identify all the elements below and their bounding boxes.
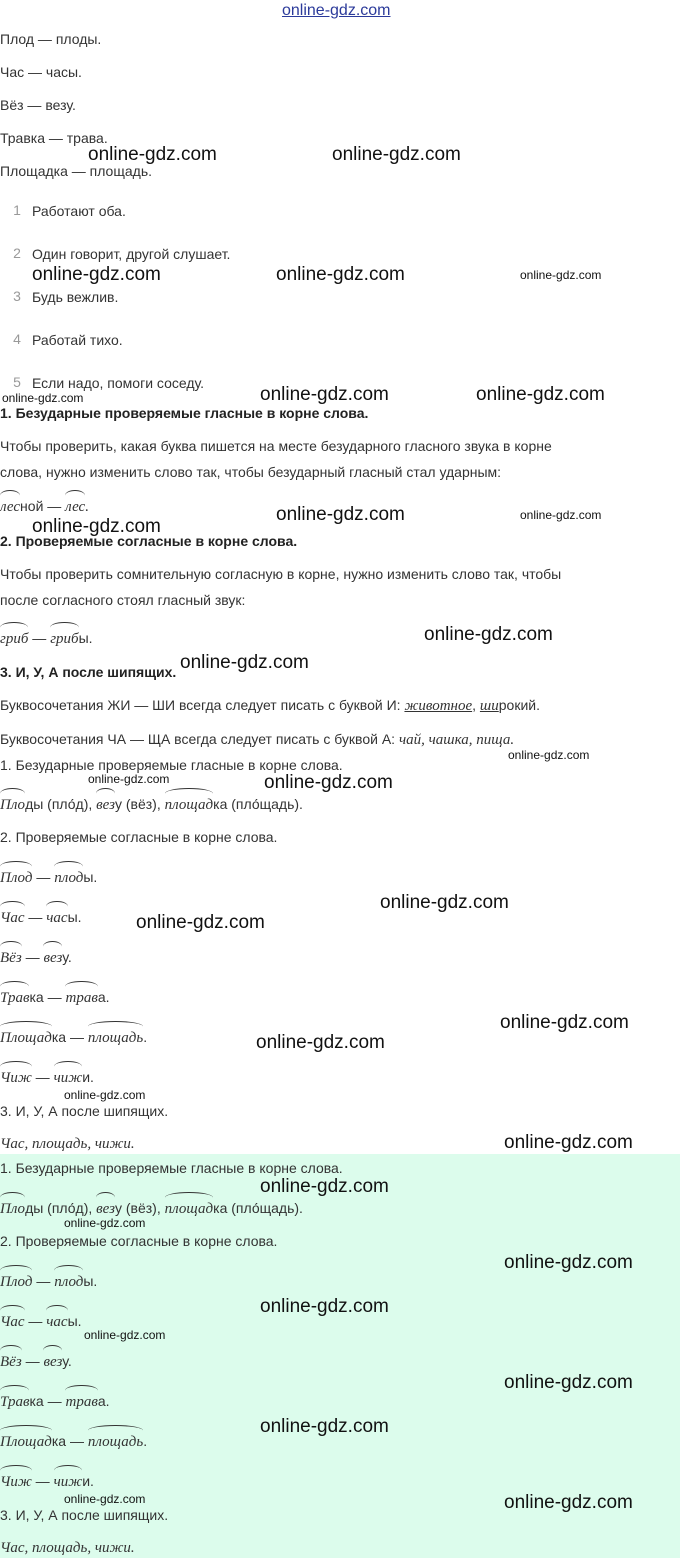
watermark-text: online-gdz.com bbox=[260, 384, 389, 405]
rule-text: после согласного стоял гласный звук: bbox=[0, 592, 246, 608]
answer-row: Площадка — площадь. bbox=[0, 1028, 147, 1047]
answer-heading-1: 1. Безударные проверяемые гласные в корне слова. bbox=[0, 757, 343, 773]
pair-line: Вёз — везу. bbox=[0, 97, 76, 113]
rule-text: Буквосочетания ЖИ — ШИ всегда следует писать с буквой И: животное, широкий. bbox=[0, 697, 540, 714]
answer-heading-3: 3. И, У, А после шипящих. bbox=[0, 1507, 169, 1523]
answer-row: Вёз — везу. bbox=[0, 948, 72, 967]
watermark-text: online-gdz.com bbox=[500, 1012, 629, 1033]
watermark-text: online-gdz.com bbox=[180, 652, 309, 673]
example-line: лесной — лес. bbox=[0, 497, 89, 516]
rule-heading-3: 3. И, У, А после шипящих. bbox=[0, 664, 177, 680]
watermark-text: online-gdz.com bbox=[504, 1492, 633, 1513]
answer-heading-1: 1. Безударные проверяемые гласные в корне слова. bbox=[0, 1160, 343, 1176]
watermark-text: online-gdz.com bbox=[504, 1252, 633, 1273]
root-mark: лес bbox=[0, 498, 20, 516]
list-number: 4 bbox=[13, 331, 21, 347]
watermark-text: online-gdz.com bbox=[64, 1492, 146, 1506]
pair-line: Площадка — площадь. bbox=[0, 163, 152, 179]
answer-row: Травка — трава. bbox=[0, 1392, 110, 1411]
pair-line: Час — часы. bbox=[0, 64, 82, 80]
watermark-text: online-gdz.com bbox=[504, 1372, 633, 1393]
watermark-text: online-gdz.com bbox=[520, 508, 602, 522]
answer-row: Плод — плоды. bbox=[0, 868, 97, 887]
root-mark: гриб bbox=[50, 630, 78, 648]
answer-row: Травка — трава. bbox=[0, 988, 110, 1007]
watermark-text: online-gdz.com bbox=[504, 1132, 633, 1153]
answer-heading-2: 2. Проверяемые согласные в корне слова. bbox=[0, 1233, 278, 1249]
watermark-text: online-gdz.com bbox=[32, 264, 161, 285]
answer-row: Чиж — чижи. bbox=[0, 1068, 94, 1087]
answer-row: Чиж — чижи. bbox=[0, 1472, 94, 1491]
answer-line: Плоды (пло́д), везу (вёз), площадка (пло́щадь). bbox=[0, 1199, 303, 1218]
watermark-text: online-gdz.com bbox=[424, 624, 553, 645]
rule-text: Чтобы проверить сомнительную согласную в корне, нужно изменить слово так, чтобы bbox=[0, 566, 562, 582]
list-item: Если надо, помоги соседу. bbox=[32, 375, 204, 391]
list-number: 5 bbox=[13, 374, 21, 390]
watermark-text: online-gdz.com bbox=[508, 748, 590, 762]
answer-heading-2: 2. Проверяемые согласные в корне слова. bbox=[0, 829, 278, 845]
answer-row: Час — часы. bbox=[0, 1312, 82, 1331]
watermark-text: online-gdz.com bbox=[136, 912, 265, 933]
rule-text: Чтобы проверить, какая буква пишется на месте безударного гласного звука в корне bbox=[0, 438, 552, 454]
watermark-text: online-gdz.com bbox=[276, 504, 405, 525]
list-number: 3 bbox=[13, 288, 21, 304]
watermark-text: online-gdz.com bbox=[276, 264, 405, 285]
watermark-text: online-gdz.com bbox=[84, 1328, 166, 1342]
watermark-text: online-gdz.com bbox=[256, 1032, 385, 1053]
top-watermark[interactable]: online-gdz.com bbox=[282, 2, 391, 19]
answer-row: Площадка — площадь. bbox=[0, 1432, 147, 1451]
watermark-text: online-gdz.com bbox=[520, 268, 602, 282]
root-mark: лес bbox=[65, 498, 85, 516]
watermark-text: online-gdz.com bbox=[476, 384, 605, 405]
watermark-text: online-gdz.com bbox=[260, 1176, 389, 1197]
list-item: Один говорит, другой слушает. bbox=[32, 246, 231, 262]
answer-last: Час, площадь, чижи. bbox=[0, 1136, 135, 1152]
rule-text: слова, нужно изменить слово так, чтобы безударный гласный стал ударным: bbox=[0, 464, 502, 480]
pair-line: Травка — трава. bbox=[0, 130, 108, 146]
watermark-text: online-gdz.com bbox=[264, 772, 393, 793]
list-item: Работай тихо. bbox=[32, 332, 123, 348]
rule-text: Буквосочетания ЧА — ЩА всегда следует писать с буквой А: чай, чашка, пища. bbox=[0, 731, 515, 748]
answer-heading-3: 3. И, У, А после шипящих. bbox=[0, 1103, 169, 1119]
watermark-text: online-gdz.com bbox=[2, 391, 84, 405]
answer-last: Час, площадь, чижи. bbox=[0, 1540, 135, 1556]
list-number: 2 bbox=[13, 245, 21, 261]
pair-line: Плод — плоды. bbox=[0, 31, 102, 47]
watermark-text: online-gdz.com bbox=[260, 1296, 389, 1317]
list-item: Работают оба. bbox=[32, 203, 126, 219]
answer-line: Плоды (пло́д), везу (вёз), площадка (пло́щадь). bbox=[0, 795, 303, 814]
answer-row: Час — часы. bbox=[0, 908, 82, 927]
watermark-text: online-gdz.com bbox=[380, 892, 509, 913]
watermark-text: online-gdz.com bbox=[332, 144, 461, 165]
rule-heading-1: 1. Безударные проверяемые гласные в корне слова. bbox=[0, 405, 369, 421]
watermark-text: online-gdz.com bbox=[88, 144, 217, 165]
watermark-text: online-gdz.com bbox=[260, 1416, 389, 1437]
list-item: Будь вежлив. bbox=[32, 289, 119, 305]
root-mark: гриб bbox=[0, 630, 28, 648]
rule-heading-2: 2. Проверяемые согласные в корне слова. bbox=[0, 533, 298, 549]
watermark-text: online-gdz.com bbox=[64, 1216, 146, 1230]
answer-row: Плод — плоды. bbox=[0, 1272, 97, 1291]
example-line: гриб — грибы. bbox=[0, 629, 93, 648]
answer-row: Вёз — везу. bbox=[0, 1352, 72, 1371]
list-number: 1 bbox=[13, 202, 21, 218]
watermark-text: online-gdz.com bbox=[88, 772, 170, 786]
watermark-text: online-gdz.com bbox=[32, 516, 161, 537]
watermark-text: online-gdz.com bbox=[64, 1088, 146, 1102]
